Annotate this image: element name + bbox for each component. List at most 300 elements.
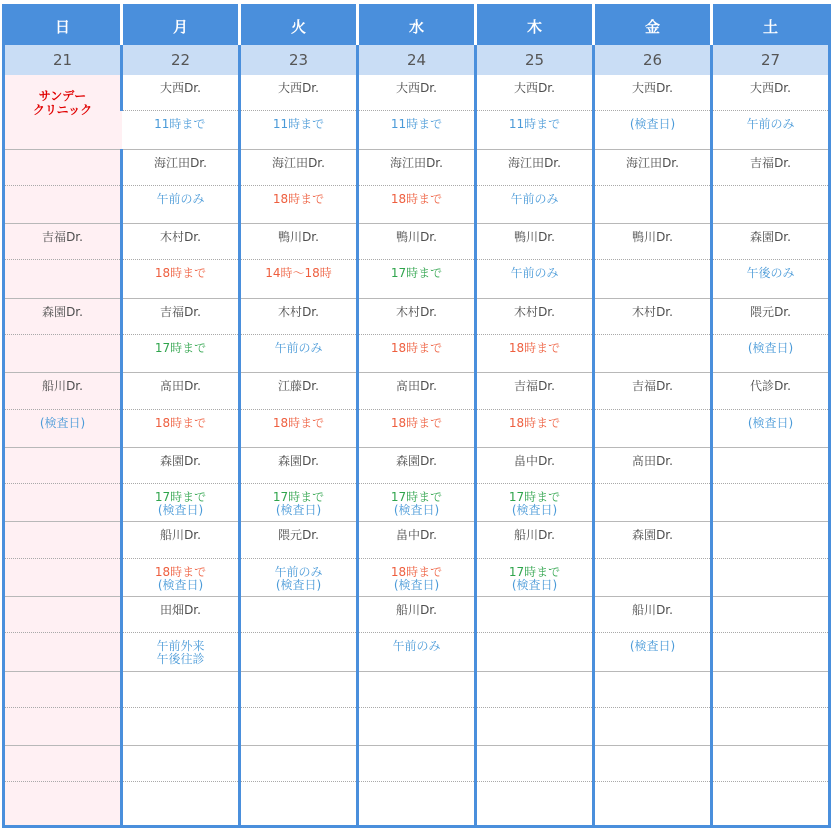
note-cell [358, 260, 476, 298]
note-cell [122, 260, 240, 298]
schedule-note: 午前のみ [746, 117, 795, 132]
doctor-name: 江藤 [278, 379, 303, 394]
doctor-suffix: Dr. [426, 155, 443, 170]
weekday-mon: 月 [122, 6, 240, 46]
doctor-cell [240, 75, 358, 111]
schedule-note: 14時〜18時 [265, 266, 332, 281]
weekday-header-row [4, 6, 830, 46]
doctor-name: 髙田 [160, 379, 185, 394]
doctor-cell [594, 522, 712, 558]
note-cell [712, 111, 830, 149]
schedule-note: 午前外来 [156, 639, 205, 654]
doctor-cell [358, 298, 476, 334]
doctor-schedule-table [2, 4, 831, 828]
doctor-suffix: Dr. [774, 81, 791, 95]
schedule-note: 18時まで [272, 415, 325, 430]
schedule-note: (検査日) [39, 415, 86, 430]
note-cell [122, 111, 240, 149]
doctor-name: 鴨川 [396, 230, 421, 245]
slot-note-row [4, 782, 830, 827]
slot-doctor-row [4, 298, 830, 334]
schedule-note: 11時まで [154, 117, 206, 132]
schedule-note: (検査日) [275, 503, 322, 518]
doctor-suffix: Dr. [420, 603, 437, 618]
doctor-cell [122, 597, 240, 633]
weekday-wed: 水 [358, 6, 476, 46]
note-cell [594, 782, 712, 827]
schedule-note: 18時まで [508, 415, 561, 430]
note-cell [122, 409, 240, 447]
note-cell [122, 335, 240, 373]
doctor-cell [240, 224, 358, 260]
slot-doctor-row [4, 75, 830, 111]
doctor-cell [712, 746, 830, 782]
weekday-sat: 土 [712, 6, 830, 46]
note-cell [594, 409, 712, 447]
doctor-suffix: Dr. [302, 379, 319, 394]
note-cell [122, 782, 240, 827]
date-cell: 23 [240, 45, 358, 75]
schedule-note: 17時まで [508, 564, 561, 579]
schedule-note: 17時まで [390, 490, 443, 505]
slot-doctor-row [4, 149, 830, 185]
schedule-note: (検査日) [629, 639, 676, 654]
doctor-cell [712, 224, 830, 260]
doctor-cell [358, 597, 476, 633]
schedule-note: 午前のみ [510, 266, 559, 281]
slot-doctor-row [4, 373, 830, 409]
note-cell [358, 633, 476, 671]
doctor-cell [4, 149, 122, 185]
doctor-name: 木村 [278, 304, 303, 319]
date-cell: 22 [122, 45, 240, 75]
note-cell [240, 484, 358, 522]
note-cell [594, 111, 712, 149]
doctor-cell [476, 149, 594, 185]
doctor-cell [122, 224, 240, 260]
doctor-suffix: Dr. [302, 81, 319, 95]
date-row [4, 45, 830, 75]
note-cell [712, 782, 830, 827]
doctor-cell [712, 447, 830, 483]
doctor-suffix: Dr. [774, 155, 791, 170]
date-cell: 27 [712, 45, 830, 75]
slot-doctor-row [4, 746, 830, 782]
doctor-name: 船川 [396, 603, 421, 618]
note-cell [476, 111, 594, 149]
doctor-suffix: Dr. [66, 230, 83, 245]
note-cell [476, 260, 594, 298]
doctor-cell [358, 522, 476, 558]
note-cell [476, 484, 594, 522]
doctor-suffix: Dr. [544, 155, 561, 170]
doctor-cell [712, 373, 830, 409]
doctor-suffix: Dr. [184, 304, 201, 319]
doctor-name: 髙田 [396, 379, 421, 394]
doctor-cell [594, 447, 712, 483]
schedule-body [4, 75, 830, 827]
doctor-name: 吉福 [42, 230, 67, 245]
doctor-name: 吉福 [750, 155, 775, 170]
note-cell [358, 707, 476, 745]
date-cell: 21 [4, 45, 122, 75]
doctor-cell [712, 75, 830, 111]
doctor-suffix: Dr. [538, 379, 555, 394]
doctor-name: 森園 [632, 528, 657, 543]
doctor-cell [594, 671, 712, 707]
doctor-suffix: Dr. [66, 304, 83, 319]
doctor-name: 髙田 [632, 453, 657, 468]
slot-note-row [4, 335, 830, 373]
doctor-cell [712, 597, 830, 633]
doctor-suffix: Dr. [538, 230, 555, 245]
doctor-name: 大西 [632, 81, 657, 95]
doctor-name: 木村 [160, 230, 185, 245]
doctor-cell [476, 75, 594, 111]
doctor-cell [358, 671, 476, 707]
doctor-suffix: Dr. [66, 379, 83, 394]
doctor-name: 鴨川 [278, 230, 303, 245]
doctor-name: 畠中 [396, 528, 421, 543]
doctor-name: 大西 [514, 81, 539, 95]
doctor-cell [594, 746, 712, 782]
note-cell [240, 707, 358, 745]
note-cell [358, 335, 476, 373]
note-cell [4, 484, 122, 522]
doctor-cell [476, 597, 594, 633]
slot-note-row [4, 707, 830, 745]
doctor-name: 吉福 [160, 304, 185, 319]
note-cell [476, 782, 594, 827]
note-cell [240, 782, 358, 827]
doctor-name: 海江田 [272, 155, 309, 170]
schedule-note: 午前のみ [156, 191, 205, 206]
note-cell [476, 185, 594, 223]
note-cell [712, 558, 830, 596]
doctor-suffix: Dr. [774, 304, 791, 319]
note-cell [240, 335, 358, 373]
slot-note-row [4, 484, 830, 522]
schedule-note: 午前のみ [510, 191, 559, 206]
slot-doctor-row [4, 522, 830, 558]
note-cell [712, 335, 830, 373]
doctor-name: 森園 [396, 453, 421, 468]
doctor-suffix: Dr. [302, 453, 319, 468]
doctor-cell [240, 671, 358, 707]
note-cell [476, 409, 594, 447]
schedule-note: 午後のみ [746, 266, 795, 281]
schedule-note: 17時まで [154, 490, 207, 505]
schedule-note: 午前のみ [392, 639, 441, 654]
doctor-cell [122, 447, 240, 483]
note-cell [712, 260, 830, 298]
note-cell [712, 707, 830, 745]
doctor-name: 海江田 [154, 155, 191, 170]
doctor-cell [476, 671, 594, 707]
doctor-name: 大西 [278, 81, 303, 95]
doctor-cell [358, 149, 476, 185]
doctor-name: 吉福 [632, 379, 657, 394]
doctor-suffix: Dr. [656, 304, 673, 319]
doctor-name: 船川 [42, 379, 67, 394]
doctor-cell [122, 298, 240, 334]
note-cell [122, 185, 240, 223]
doctor-cell [240, 597, 358, 633]
note-cell [240, 633, 358, 671]
doctor-suffix: Dr. [184, 603, 201, 618]
doctor-cell [712, 298, 830, 334]
doctor-suffix: Dr. [420, 230, 437, 245]
doctor-name: 森園 [750, 230, 775, 245]
doctor-suffix: Dr. [774, 379, 791, 394]
doctor-cell [122, 746, 240, 782]
doctor-suffix: Dr. [538, 81, 555, 95]
doctor-cell [122, 373, 240, 409]
doctor-suffix: Dr. [420, 81, 437, 95]
schedule-note: 午後往診 [156, 652, 205, 667]
doctor-name: 森園 [160, 453, 185, 468]
note-cell [240, 558, 358, 596]
doctor-name: 大西 [396, 81, 421, 95]
doctor-cell [122, 522, 240, 558]
doctor-cell [240, 522, 358, 558]
note-cell [240, 409, 358, 447]
doctor-name: 海江田 [508, 155, 545, 170]
weekday-thu: 木 [476, 6, 594, 46]
slot-doctor-row [4, 224, 830, 260]
doctor-cell [4, 597, 122, 633]
slot-note-row [4, 260, 830, 298]
schedule-note: (検査日) [275, 577, 322, 592]
note-cell [4, 782, 122, 827]
date-cell: 24 [358, 45, 476, 75]
slot-doctor-row [4, 597, 830, 633]
doctor-suffix: Dr. [656, 453, 673, 468]
schedule-note: 11時まで [390, 117, 443, 132]
doctor-name: 木村 [396, 304, 421, 319]
schedule-note: 17時まで [154, 341, 207, 356]
doctor-cell [358, 746, 476, 782]
doctor-name: 隈元 [750, 304, 775, 319]
doctor-suffix: Dr. [420, 528, 437, 543]
schedule-note: 17時まで [390, 266, 443, 281]
schedule-note: (検査日) [157, 577, 204, 592]
note-cell [4, 633, 122, 671]
note-cell [712, 185, 830, 223]
schedule-note: 11時まで [272, 117, 325, 132]
slot-note-row [4, 633, 830, 671]
doctor-name: 海江田 [390, 155, 427, 170]
doctor-cell [122, 149, 240, 185]
doctor-cell [122, 671, 240, 707]
doctor-name: 木村 [632, 304, 657, 319]
note-cell [594, 335, 712, 373]
doctor-name: 船川 [632, 603, 657, 618]
doctor-suffix: Dr. [774, 230, 791, 245]
doctor-suffix: Dr. [184, 81, 201, 95]
doctor-cell [240, 746, 358, 782]
doctor-suffix: Dr. [656, 379, 673, 394]
schedule-note: (検査日) [747, 415, 794, 430]
note-cell [4, 707, 122, 745]
schedule-note: 18時まで [390, 191, 443, 206]
note-cell [240, 111, 358, 149]
note-cell [240, 185, 358, 223]
note-cell [122, 633, 240, 671]
doctor-name: 畠中 [514, 453, 539, 468]
slot-note-row [4, 111, 830, 149]
doctor-cell [240, 298, 358, 334]
sunday-clinic-label: サンデー [38, 89, 87, 103]
doctor-suffix: Dr. [302, 230, 319, 245]
note-cell [594, 633, 712, 671]
doctor-cell [712, 671, 830, 707]
note-cell [358, 484, 476, 522]
weekday-fri: 金 [594, 6, 712, 46]
note-cell [594, 185, 712, 223]
doctor-name: 木村 [514, 304, 539, 319]
doctor-cell [594, 298, 712, 334]
schedule-note: (検査日) [511, 577, 558, 592]
note-cell [594, 707, 712, 745]
slot-note-row [4, 558, 830, 596]
note-cell [476, 707, 594, 745]
doctor-cell [122, 75, 240, 111]
doctor-name: 鴨川 [632, 230, 657, 245]
doctor-cell [240, 373, 358, 409]
note-cell [240, 260, 358, 298]
doctor-cell [358, 373, 476, 409]
schedule-note: (検査日) [629, 117, 676, 132]
note-cell [4, 185, 122, 223]
doctor-name: 海江田 [626, 155, 663, 170]
note-cell [358, 111, 476, 149]
schedule-note: (検査日) [393, 503, 440, 518]
note-cell [358, 558, 476, 596]
doctor-cell [594, 373, 712, 409]
weekday-sun: 日 [4, 6, 122, 46]
note-cell [122, 484, 240, 522]
note-cell [476, 335, 594, 373]
doctor-cell [594, 224, 712, 260]
schedule-note: 11時まで [508, 117, 561, 132]
doctor-suffix: Dr. [656, 230, 673, 245]
schedule-note: 18時まで [154, 266, 207, 281]
doctor-cell [476, 373, 594, 409]
doctor-suffix: Dr. [656, 528, 673, 543]
doctor-cell [712, 149, 830, 185]
doctor-cell [240, 149, 358, 185]
doctor-suffix: Dr. [662, 155, 679, 170]
doctor-cell [594, 149, 712, 185]
doctor-suffix: Dr. [420, 379, 437, 394]
doctor-suffix: Dr. [184, 528, 201, 543]
note-cell [712, 484, 830, 522]
doctor-cell [358, 75, 476, 111]
doctor-name: 森園 [278, 453, 303, 468]
doctor-cell [476, 522, 594, 558]
doctor-cell [4, 746, 122, 782]
schedule-note: 17時まで [272, 490, 325, 505]
schedule-note: 18時まで [390, 341, 443, 356]
note-cell [122, 558, 240, 596]
slot-doctor-row [4, 447, 830, 483]
doctor-cell [4, 671, 122, 707]
schedule-note: 18時まで [390, 415, 443, 430]
doctor-cell [4, 298, 122, 334]
schedule-note: 午前のみ [274, 564, 323, 579]
schedule-note: 午前のみ [274, 341, 323, 356]
doctor-cell [712, 522, 830, 558]
doctor-suffix: Dr. [184, 230, 201, 245]
doctor-cell [358, 224, 476, 260]
doctor-name: 船川 [514, 528, 539, 543]
doctor-cell [240, 447, 358, 483]
doctor-name: 田畑 [160, 603, 185, 618]
doctor-cell [4, 373, 122, 409]
note-cell [594, 558, 712, 596]
note-cell [712, 409, 830, 447]
note-cell [594, 484, 712, 522]
doctor-cell [476, 746, 594, 782]
doctor-suffix: Dr. [190, 155, 207, 170]
note-cell [122, 707, 240, 745]
doctor-name: 鴨川 [514, 230, 539, 245]
doctor-cell [476, 447, 594, 483]
doctor-name: 大西 [160, 81, 185, 95]
schedule-note: 18時まで [154, 564, 207, 579]
doctor-cell [4, 447, 122, 483]
doctor-cell [4, 75, 122, 149]
doctor-name: 大西 [750, 81, 775, 95]
schedule-note: 18時まで [508, 341, 561, 356]
doctor-name: 代診 [750, 379, 775, 394]
doctor-suffix: Dr. [538, 528, 555, 543]
doctor-suffix: Dr. [308, 155, 325, 170]
doctor-name: 吉福 [514, 379, 539, 394]
note-cell [4, 558, 122, 596]
doctor-cell [476, 298, 594, 334]
note-cell [476, 558, 594, 596]
slot-note-row [4, 409, 830, 447]
doctor-suffix: Dr. [420, 304, 437, 319]
note-cell [594, 260, 712, 298]
doctor-cell [4, 522, 122, 558]
note-cell [358, 185, 476, 223]
doctor-suffix: Dr. [538, 453, 555, 468]
doctor-suffix: Dr. [538, 304, 555, 319]
schedule-note: (検査日) [511, 503, 558, 518]
doctor-suffix: Dr. [656, 81, 673, 95]
doctor-cell [594, 597, 712, 633]
schedule-note: (検査日) [157, 503, 204, 518]
note-cell [4, 260, 122, 298]
doctor-suffix: Dr. [184, 379, 201, 394]
date-cell: 26 [594, 45, 712, 75]
weekday-tue: 火 [240, 6, 358, 46]
note-cell [4, 335, 122, 373]
slot-doctor-row [4, 671, 830, 707]
doctor-name: 森園 [42, 304, 67, 319]
note-cell [476, 633, 594, 671]
schedule-note: 17時まで [508, 490, 561, 505]
schedule-note: 18時まで [390, 564, 443, 579]
sunday-clinic-label: クリニック [32, 103, 93, 117]
doctor-suffix: Dr. [302, 528, 319, 543]
note-cell [358, 409, 476, 447]
date-cell: 25 [476, 45, 594, 75]
doctor-suffix: Dr. [184, 453, 201, 468]
